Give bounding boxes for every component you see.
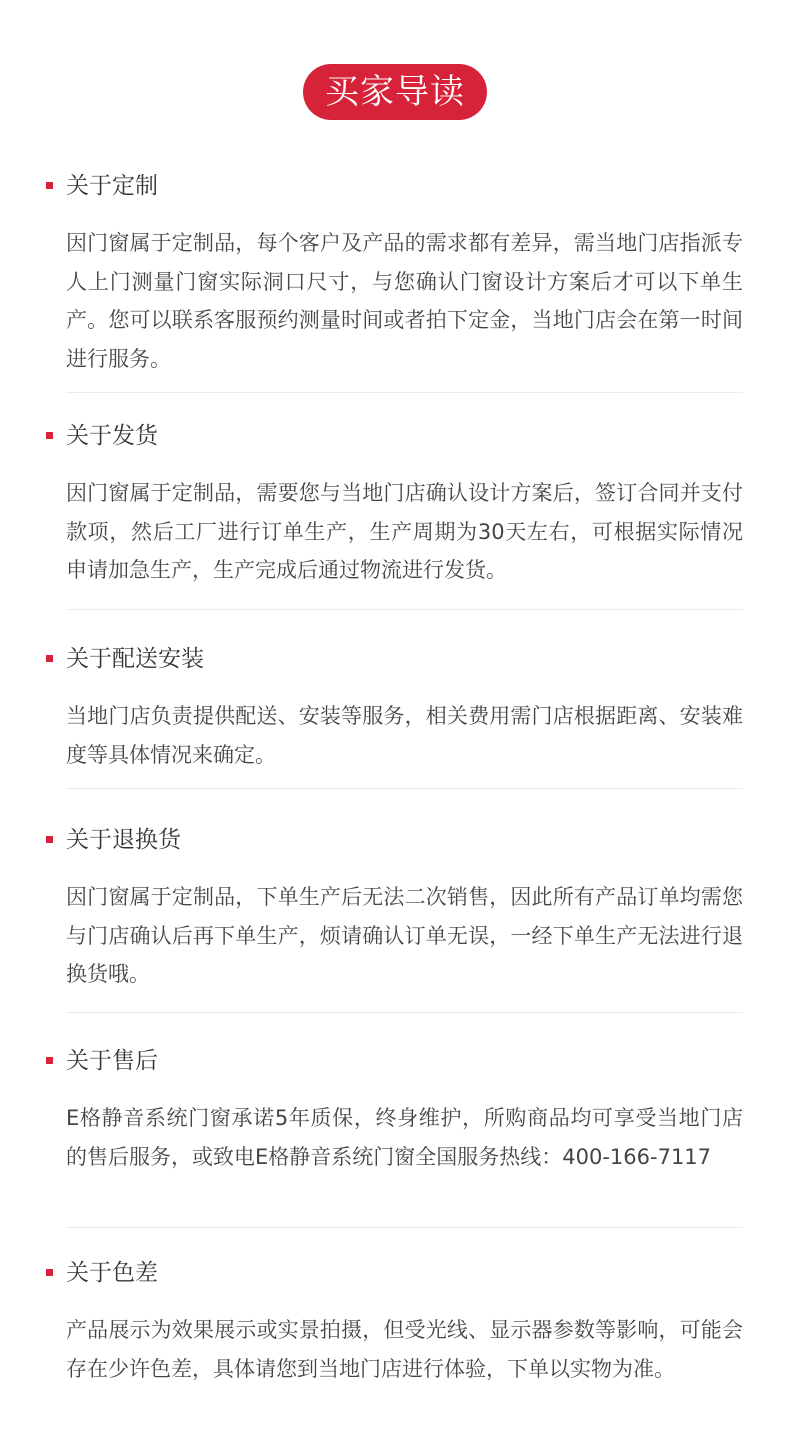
- section-title: 关于售后: [66, 1048, 158, 1074]
- section-title: 关于色差: [66, 1260, 158, 1286]
- section-body: 产品展示为效果展示或实景拍摄，但受光线、显示器参数等影响，可能会存在少许色差，具体请您到当地门店进行体验，下单以实物为准。: [66, 1318, 743, 1381]
- section-title: 关于发货: [66, 423, 158, 449]
- divider: [66, 1012, 743, 1013]
- square-bullet-icon: [46, 182, 53, 189]
- section-title: 关于退换货: [66, 827, 181, 853]
- section-title: 关于定制: [66, 173, 158, 199]
- square-bullet-icon: [46, 655, 53, 662]
- section-body: 因门窗属于定制品，下单生产后无法二次销售，因此所有产品订单均需您与门店确认后再下单生产，烦请确认订单无误，一经下单生产无法进行退换货哦。: [66, 885, 743, 986]
- section-title: 关于配送安装: [66, 646, 204, 672]
- section-body: 当地门店负责提供配送、安装等服务，相关费用需门店根据距离、安装难度等具体情况来确定。: [66, 704, 743, 767]
- section-color-difference: [66, 1257, 743, 1388]
- section-body: 因门窗属于定制品，需要您与当地门店确认设计方案后，签订合同并支付款项，然后工厂进行订单生产，生产周期为30天左右，可根据实际情况申请加急生产，生产完成后通过物流进行发货。: [66, 481, 743, 582]
- page-title: 买家导读: [303, 64, 487, 120]
- section-heading: [66, 1045, 743, 1077]
- section-heading: [66, 170, 743, 202]
- section-body: E格静音系统门窗承诺5年质保，终身维护，所购商品均可享受当地门店的售后服务，或致电E格静音系统门窗全国服务热线：400-166-7117: [66, 1106, 743, 1169]
- square-bullet-icon: [46, 432, 53, 439]
- divider: [66, 1227, 743, 1228]
- square-bullet-icon: [46, 1057, 53, 1064]
- section-heading: [66, 420, 743, 452]
- section-body: 因门窗属于定制品，每个客户及产品的需求都有差异，需当地门店指派专人上门测量门窗实际洞口尺寸，与您确认门窗设计方案后才可以下单生产。您可以联系客服预约测量时间或者拍下定金，当地门店会在第一时间进行服务。: [66, 231, 743, 371]
- divider: [66, 392, 743, 393]
- section-after-sales: [66, 1045, 743, 1176]
- section-custom: [66, 170, 743, 378]
- section-heading: [66, 1257, 743, 1289]
- title-wrap: [0, 64, 790, 120]
- section-returns: [66, 824, 743, 994]
- square-bullet-icon: [46, 836, 53, 843]
- section-heading: [66, 643, 743, 675]
- section-heading: [66, 824, 743, 856]
- divider: [66, 788, 743, 789]
- divider: [66, 609, 743, 610]
- section-delivery-install: [66, 643, 743, 774]
- section-shipping: [66, 420, 743, 590]
- square-bullet-icon: [46, 1269, 53, 1276]
